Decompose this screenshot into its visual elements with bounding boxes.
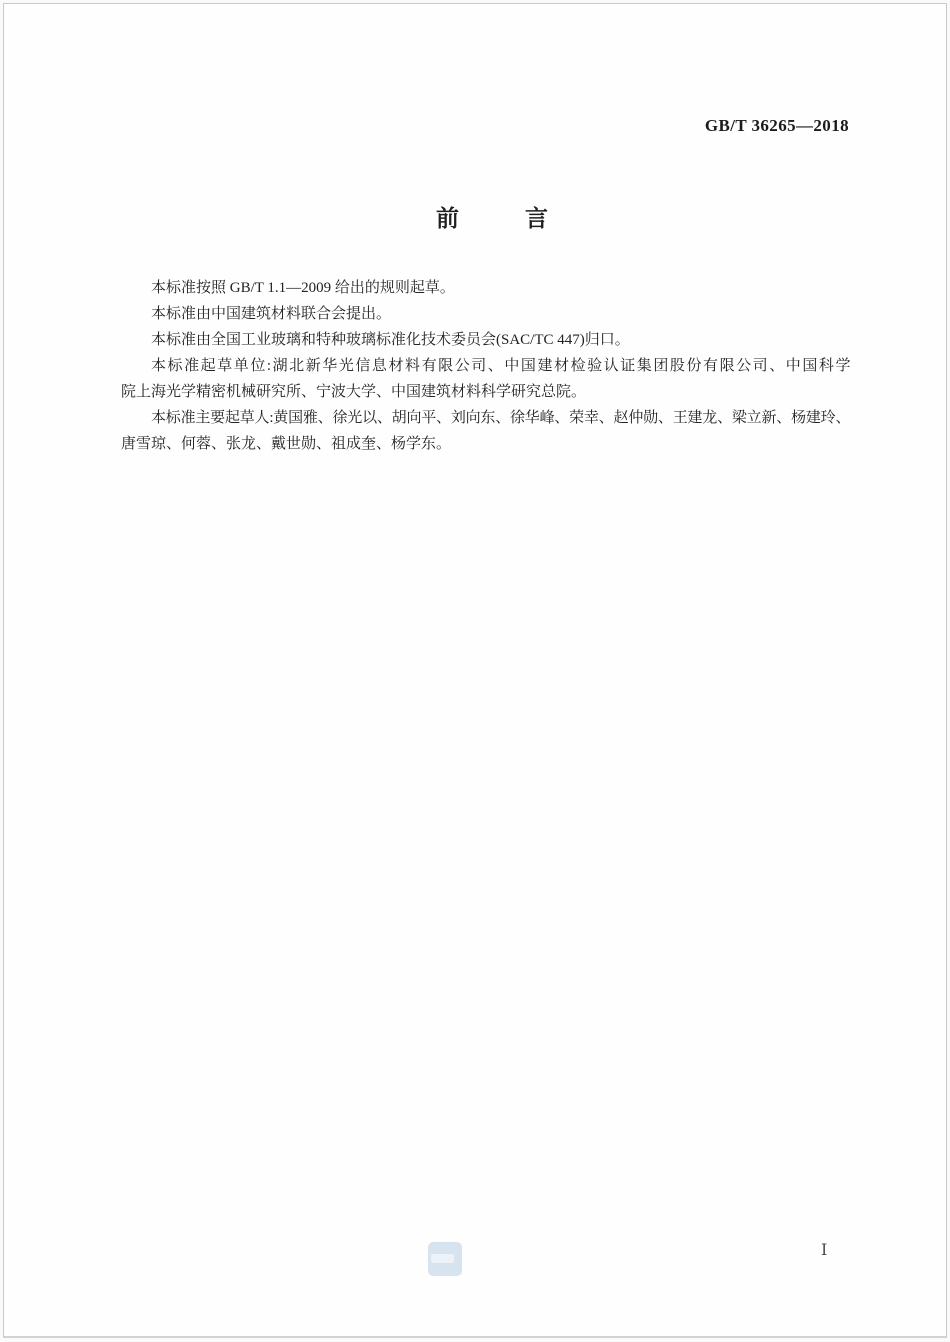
scanned-page xyxy=(3,3,947,1338)
page-number: Ⅰ xyxy=(821,1242,828,1259)
standard-code: GB/T 36265—2018 xyxy=(704,116,849,135)
body-line-drafting-units-2: 院上海光学精密机械研究所、宁波大学、中国建筑材料科学研究总院。 xyxy=(121,384,587,400)
body-line-drafting-rule: 本标准按照 GB/T 1.1—2009 给出的规则起草。 xyxy=(151,280,455,296)
foreword-title-char-right: 言 xyxy=(525,205,548,231)
watermark-logo-icon xyxy=(431,1254,454,1263)
foreword-title-char-left: 前 xyxy=(436,205,459,231)
body-line-drafters-1: 本标准主要起草人:黄国雅、徐光以、胡向平、刘向东、徐华峰、荣幸、赵仲勋、王建龙、梁立新、杨建玲、 xyxy=(151,410,850,426)
body-line-drafters-2: 唐雪琼、何蓉、张龙、戴世勋、祖成奎、杨学东。 xyxy=(121,436,452,452)
foreword-body xyxy=(121,275,850,457)
body-line-drafting-units-1: 本标准起草单位:湖北新华光信息材料有限公司、中国建材检验认证集团股份有限公司、中国科学 xyxy=(151,358,850,374)
foreword-title xyxy=(436,200,548,233)
body-line-committee: 本标准由全国工业玻璃和特种玻璃标准化技术委员会(SAC/TC 447)归口。 xyxy=(151,332,630,348)
watermark-stamp xyxy=(428,1242,462,1276)
body-line-proposed-by: 本标准由中国建筑材料联合会提出。 xyxy=(151,306,392,322)
